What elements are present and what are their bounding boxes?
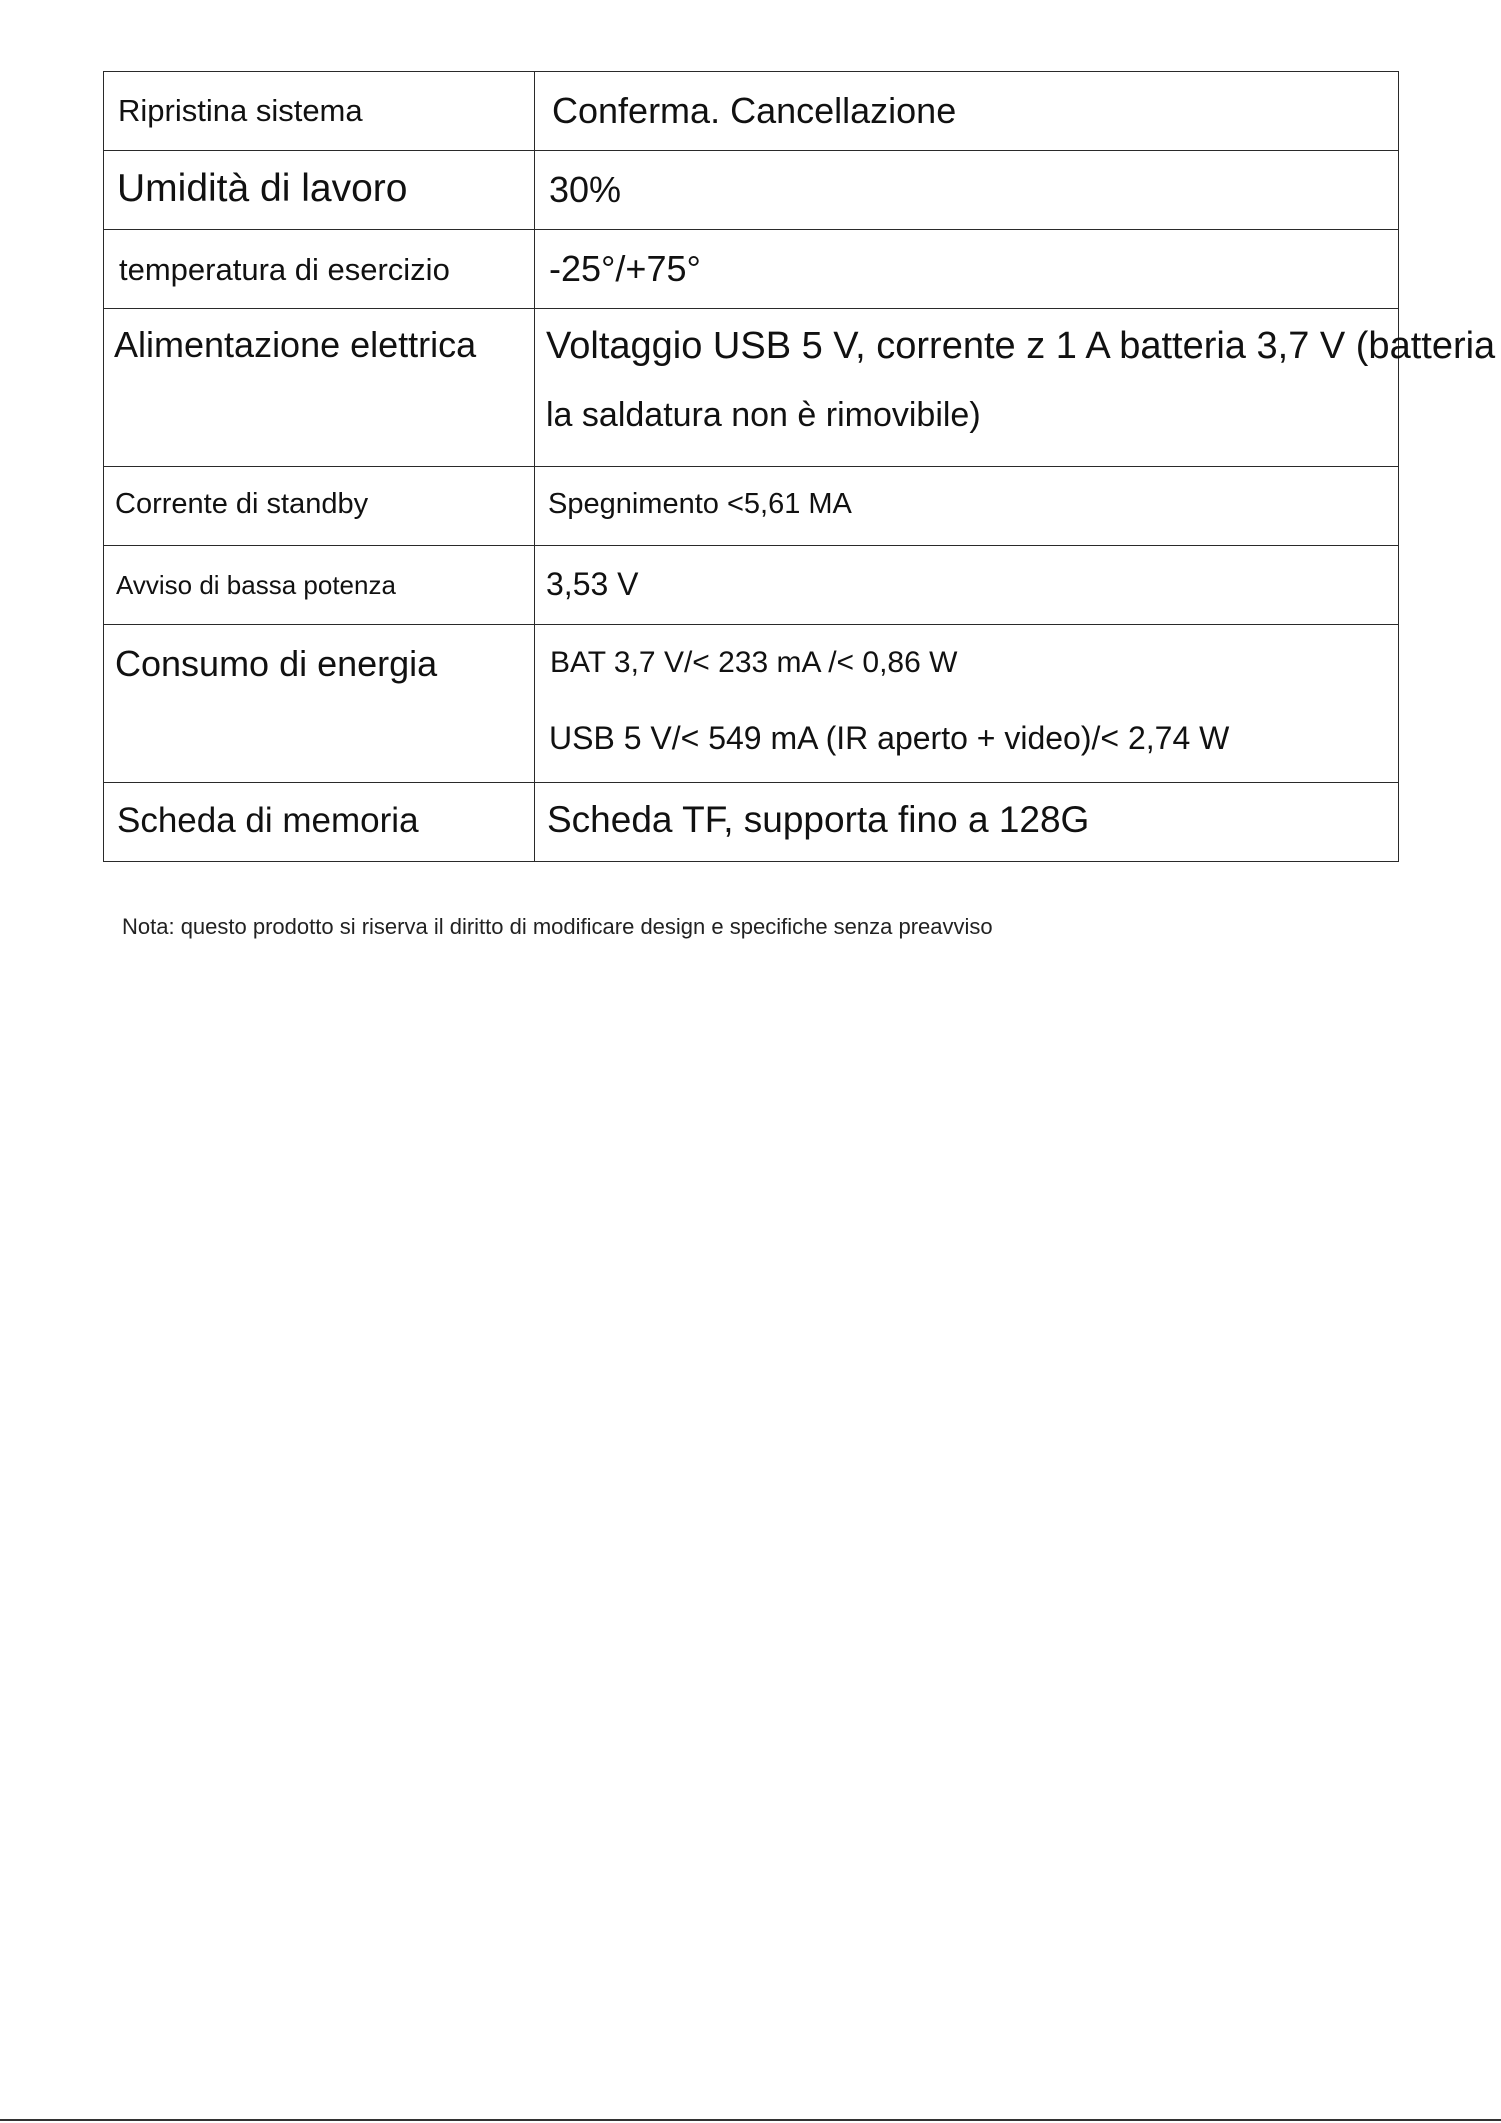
spec-label-cell <box>104 783 535 862</box>
spec-label: Umidità di lavoro <box>117 167 408 210</box>
table-row <box>104 309 1399 467</box>
spec-value-cell <box>535 546 1399 625</box>
spec-value-cell <box>535 467 1399 546</box>
table-row <box>104 546 1399 625</box>
table-row <box>104 151 1399 230</box>
spec-label: Consumo di energia <box>115 643 438 684</box>
spec-value-line: la saldatura non è rimovibile) <box>546 396 981 434</box>
table-row <box>104 72 1399 151</box>
spec-value: -25°/+75° <box>549 248 701 289</box>
page-bottom-divider <box>0 2119 1501 2121</box>
spec-label-cell <box>104 72 535 151</box>
disclaimer-note: Nota: questo prodotto si riserva il diritto di modificare design e specifiche senza preavviso <box>122 914 993 939</box>
spec-label-cell <box>104 309 535 467</box>
spec-value: 3,53 V <box>546 566 639 602</box>
spec-value: Spegnimento <5,61 MA <box>548 488 852 520</box>
table-row <box>104 783 1399 862</box>
spec-label: Scheda di memoria <box>117 801 419 840</box>
spec-value-cell <box>535 72 1399 151</box>
spec-value-line: Voltaggio USB 5 V, corrente z 1 A batteria 3,7 V (batteria <box>546 325 1496 367</box>
spec-value-line: BAT 3,7 V/< 233 mA /< 0,86 W <box>550 646 958 679</box>
spec-value: Scheda TF, supporta fino a 128G <box>547 799 1090 840</box>
spec-label: Alimentazione elettrica <box>114 324 477 365</box>
spec-value-line: USB 5 V/< 549 mA (IR aperto + video)/< 2,74 W <box>549 720 1230 756</box>
specifications-table <box>103 71 1496 862</box>
spec-label-cell <box>104 625 535 783</box>
spec-value-cell <box>535 625 1399 783</box>
table-row <box>104 625 1399 783</box>
spec-label-cell <box>104 467 535 546</box>
spec-value-cell <box>535 151 1399 230</box>
spec-label: Avviso di bassa potenza <box>116 570 396 600</box>
spec-label: temperatura di esercizio <box>119 252 450 287</box>
spec-value: 30% <box>549 169 622 210</box>
spec-label-cell <box>104 151 535 230</box>
spec-value: Conferma. Cancellazione <box>552 90 957 131</box>
spec-label-cell <box>104 546 535 625</box>
spec-label: Corrente di standby <box>115 488 369 520</box>
spec-value-cell <box>535 309 1496 467</box>
spec-label-cell <box>104 230 535 309</box>
spec-value-cell <box>535 783 1399 862</box>
table-row <box>104 467 1399 546</box>
spec-label: Ripristina sistema <box>118 93 363 128</box>
